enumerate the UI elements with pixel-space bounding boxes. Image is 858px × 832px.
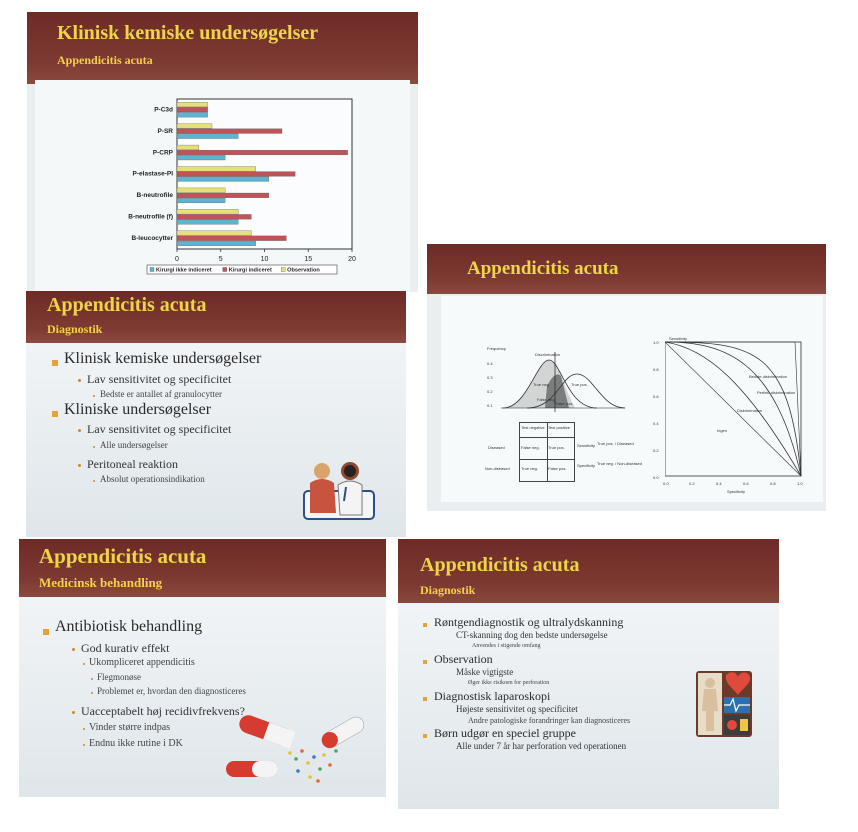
doctor-patient-illustration: [300, 461, 378, 521]
bullet-l2: Højeste sensitivitet og specificitet: [456, 704, 578, 714]
bullet-l2: Alle under 7 år har perforation ved operationen: [456, 741, 627, 751]
bullet-l3: Endnu ikke rutine i DK: [89, 738, 183, 749]
bullet-l2: Uacceptabelt høj recidivfrekvens?: [81, 704, 245, 718]
y-tick: 1.0: [653, 340, 659, 345]
bullet-icon: [423, 697, 427, 701]
category-label: P-SR: [157, 127, 173, 135]
bar: [177, 124, 212, 129]
table-cell: False pos.: [548, 466, 567, 471]
bullet-icon: [72, 648, 75, 651]
x-tick-label: 5: [218, 256, 223, 263]
bullet-icon: [91, 692, 93, 694]
pills-illustration: [224, 711, 374, 791]
category-label: P-C3d: [154, 106, 173, 114]
roc-curves: [665, 340, 807, 480]
bullet-l3: Øger ikke risikoen for perforation: [468, 680, 550, 686]
category-label: B-neutrofile: [136, 192, 173, 200]
bullet-icon: [93, 395, 95, 397]
table-cell: False neg.: [521, 445, 540, 450]
category-label: P-CRP: [152, 149, 173, 157]
region-label: False pos.: [555, 401, 574, 406]
y-tick: 0.2: [487, 389, 493, 394]
bar: [177, 236, 286, 241]
bullet-icon: [83, 744, 85, 746]
bullet-l1: Røntgendiagnostik og ultralydskanning: [434, 615, 624, 629]
bar: [177, 188, 225, 193]
bullet-l4: Flegmonøse: [97, 672, 141, 682]
bullet-icon: [78, 379, 81, 382]
legend-swatch: [150, 268, 154, 272]
slide-subtitle: Diagnostik: [47, 322, 103, 336]
slide-title: Appendicitis acuta: [467, 258, 619, 279]
category-label: B-leucocytter: [131, 234, 173, 242]
bullet-l3: Anvendes i stigende omfang: [472, 643, 541, 649]
x-tick-label: 20: [348, 256, 356, 263]
slide-title: Appendicitis acuta: [47, 294, 207, 316]
bullet-l3: Alle undersøgelser: [100, 440, 168, 450]
formula-label: Specificity: [577, 463, 596, 468]
bullet-icon: [83, 663, 85, 665]
bullet-l4: Problemet er, hvordan den diagnosticeres: [97, 686, 246, 696]
bullet-icon: [91, 678, 93, 680]
row-label: Diseased: [488, 445, 505, 450]
x-tick-label: 10: [260, 256, 269, 263]
slide-subtitle: Diagnostik: [420, 583, 476, 597]
category-label: B-neutrofile (f): [128, 213, 173, 221]
x-tick: 0.4: [716, 481, 722, 486]
y-tick: 0.0: [653, 475, 659, 480]
y-tick: 0.4: [653, 421, 659, 426]
bullet-l1: Diagnostisk laparoskopi: [434, 689, 551, 703]
x-tick: 0.6: [743, 481, 749, 486]
slide-title: Appendicitis acuta: [39, 544, 207, 568]
slide-title: Appendicitis acuta: [420, 554, 580, 576]
region-label: True neg.: [533, 382, 550, 387]
confusion-table: [519, 422, 575, 482]
slide-diagnostik-1: [26, 291, 406, 537]
bullet-icon: [93, 480, 95, 482]
slide-subtitle: Medicinsk behandling: [39, 575, 163, 590]
frequency-axis-label: Frequency: [487, 346, 506, 351]
y-tick: 0.6: [653, 394, 659, 399]
bar: [177, 198, 225, 203]
bullet-l1: Børn udgør en speciel gruppe: [434, 726, 576, 740]
bar: [177, 112, 208, 117]
x-tick: 0.0: [663, 481, 669, 486]
bar: [177, 134, 238, 139]
bullet-icon: [43, 629, 49, 635]
medical-collage-illustration: [696, 671, 752, 737]
curve-label: Diskrimination: [737, 408, 763, 413]
bullet-icon: [78, 464, 81, 467]
bar: [177, 193, 269, 198]
bar: [177, 177, 269, 182]
x-tick: 0.8: [770, 481, 776, 486]
bullet-l1: Klinisk kemiske undersøgelser: [64, 350, 262, 367]
curve-label: Perfekt diskrimination: [757, 390, 796, 395]
row-label: Non-diseased: [485, 466, 510, 471]
y-tick: 0.1: [487, 403, 493, 408]
formula-value: True neg. / Non-diseased: [597, 461, 642, 466]
bullet-icon: [423, 623, 427, 627]
specificity-axis-label: Specificity: [727, 489, 746, 494]
bullet-l1: Observation: [434, 652, 493, 666]
bullet-icon: [83, 728, 85, 730]
x-tick-label: 0: [175, 256, 179, 263]
bar: [177, 145, 199, 150]
bullet-l3: Vinder større indpas: [89, 722, 171, 733]
bar: [177, 129, 282, 134]
category-label: P-elastase-PI: [132, 170, 173, 178]
legend-label: Kirurgi ikke indiceret: [156, 267, 212, 274]
y-tick: 0.3: [487, 375, 493, 380]
legend-swatch: [223, 268, 227, 272]
bar: [177, 231, 251, 236]
bullet-l2: Måske vigtigste: [456, 667, 514, 677]
bullet-l3: Absolut operationsindikation: [100, 474, 205, 484]
bullet-icon: [423, 660, 427, 664]
bar: [177, 209, 238, 214]
x-tick-label: 15: [304, 256, 313, 263]
bar: [177, 107, 208, 112]
slide-title: Klinisk kemiske undersøgelser: [57, 22, 319, 44]
table-cell: True neg.: [521, 466, 538, 471]
bullet-icon: [72, 711, 75, 714]
region-label: False neg.: [537, 397, 556, 402]
bar: [177, 102, 208, 107]
slide-clinical-chemistry: [27, 12, 418, 292]
table-cell: True pos.: [548, 445, 565, 450]
bar: [177, 220, 238, 225]
bullet-l3: Andre patologiske forandringer kan diagnosticeres: [468, 716, 631, 725]
slide-roc-curves: [427, 244, 826, 511]
bullet-l3: Bedste er antallet af granulocytter: [100, 389, 222, 399]
bullet-l1: Kliniske undersøgelser: [64, 401, 212, 418]
bullet-icon: [78, 429, 81, 432]
bar: [177, 155, 225, 160]
legend-label: Kirurgi indiceret: [228, 267, 272, 274]
chart-panel: [35, 80, 410, 292]
bullet-icon: [52, 411, 58, 417]
bullet-icon: [52, 360, 58, 366]
bullet-l2: Lav sensitivitet og specificitet: [87, 372, 232, 386]
formula-value: True pos. / Diseased: [597, 441, 634, 446]
slide-subtitle: Appendicitis acuta: [57, 53, 153, 67]
y-tick: 0.8: [653, 367, 659, 372]
discrimination-label: Discrimination: [535, 352, 561, 357]
y-tick: 0.4: [487, 361, 493, 366]
bar: [177, 214, 251, 219]
y-tick: 0.2: [653, 448, 659, 453]
slide-medicinsk-behandling: [19, 539, 386, 797]
legend-label: Observation: [287, 267, 320, 274]
bullet-l2: Peritoneal reaktion: [87, 457, 178, 471]
x-tick: 0.2: [689, 481, 695, 486]
bar: [177, 167, 256, 172]
x-tick: 1.0: [797, 481, 803, 486]
bar: [177, 150, 348, 155]
region-label: True pos.: [571, 382, 588, 387]
formula-label: Sensitivity: [577, 443, 596, 448]
slide-diagnostik-2: [398, 539, 779, 809]
bullet-l1: Antibiotisk behandling: [55, 618, 203, 635]
legend-swatch: [281, 268, 285, 272]
bullet-icon: [423, 734, 427, 738]
table-header: Test positive: [548, 425, 571, 430]
curve-label: Ingen: [717, 428, 728, 433]
bullet-l2: CT-skanning dog den bedste undersøgelse: [456, 630, 608, 640]
bar: [177, 241, 256, 246]
bullet-icon: [93, 446, 95, 448]
curve-label: Bedste diskrimination: [749, 374, 788, 379]
table-header: Test negative: [521, 425, 545, 430]
sensitivity-axis-label: Sensitivity: [669, 336, 688, 341]
bullet-l2: God kurativ effekt: [81, 641, 170, 655]
bar-chart: [35, 80, 410, 292]
bullet-l3: Ukompliceret appendicitis: [89, 657, 195, 668]
bar: [177, 172, 295, 177]
bullet-l2: Lav sensitivitet og specificitet: [87, 422, 232, 436]
